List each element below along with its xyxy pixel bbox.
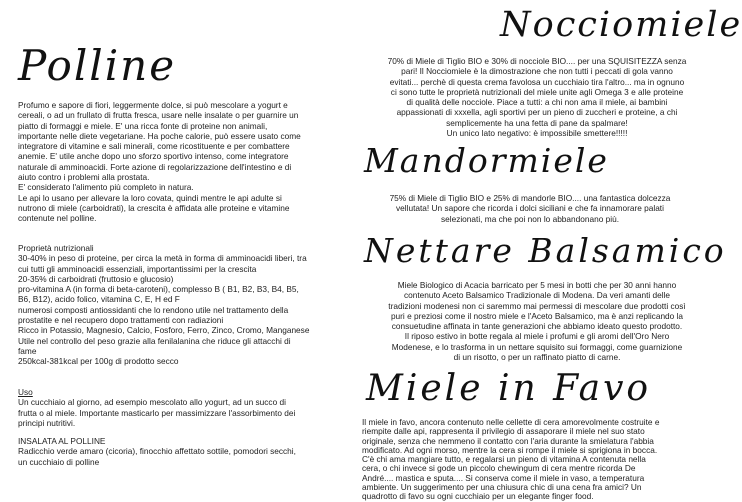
polline-description	[18, 100, 354, 224]
text-line: fame	[18, 345, 37, 356]
text-line: consuetudine affinata in tante generazioni che abbiamo ideato questo prodotto.	[391, 321, 683, 332]
text-line: numerosi composti antiossidanti che lo rendono utile nel trattamento della	[18, 304, 289, 315]
text-line: Miele Biologico di Acacia barricato per 5 mesi in botti che per 30 anni hanno	[397, 280, 677, 290]
text-line: E' considerato l'alimento più completo in natura.	[18, 182, 194, 193]
text-line: ambiente. Un suggerimento per una chiusura chic di una cena fra amici? Un	[362, 482, 642, 493]
text-line: 75% di Miele di Tiglio BIO e 25% di mandorle BIO.... una fantastica dolcezza	[389, 193, 671, 203]
text-line: anemie. E' utile anche dopo uno sforzo sportivo intenso, come integratore	[18, 151, 289, 162]
text-line: semplicemente ha una fetta di pane da spalmare!	[446, 117, 628, 128]
text-line: 30-40% in peso di proteine, per circa la metà in forma di amminoacidi liberi, tra	[18, 253, 307, 264]
text-line: Le api lo usano per allevare la loro covata, quindi mentre le api adulte si	[18, 192, 282, 203]
insalata-heading: INSALATA AL POLLINE	[18, 436, 106, 447]
text-line: 250kcal-381kcal per 100g di prodotto secco	[18, 356, 179, 367]
text-line: 70% di Miele di Tiglio BIO e 30% di nocciole BIO.... per una SQUISITEZZA senza	[387, 56, 687, 66]
text-line: nutrono di miele (carboidrati), la crescita è affidata alle proteine e vitamine	[18, 202, 290, 213]
text-line: Il riposo estivo in botte regala al miele i profumi e gli aromi dell'Oro Nero	[404, 331, 670, 342]
text-line: principi nutritivi.	[18, 417, 76, 428]
text-line: cui tutti gli amminoacidi essenziali, importantissimi per la crescita	[18, 263, 257, 274]
text-line: evitati... perchè di questa crema favolosa un cucchiaio tira l'altro... ma in ognuno	[389, 76, 685, 87]
text-line: pro-vitamina A (in forma di beta-caroteni), complesso B ( B1, B2, B3, B4, B5,	[18, 284, 299, 295]
text-line: piatto di formaggi e miele. E' una ricca fonte di proteine non animali,	[18, 120, 268, 131]
text-line: prostatite e nel recupero dopo trattamenti con radiazioni	[18, 315, 224, 326]
nocciomiele-title: Nocciomiele	[500, 5, 742, 45]
nutrition-heading: Proprietà nutrizionali	[18, 243, 94, 253]
text-line: Profumo e sapore di fiori, leggermente dolce, si può mescolare a yogurt e	[18, 100, 288, 110]
text-line: Un unico lato negativo: è impossibile smettere!!!!!	[446, 128, 628, 139]
nocciomiele-text	[362, 56, 712, 138]
text-line: C'è chi ama mangiare tutto, e regalarsi un pieno di vitamina A contenuta nella	[362, 454, 646, 465]
text-line: frutta o al miele. Importante masticarlo per massimizzare l'assorbimento dei	[18, 407, 296, 418]
text-line: di qualità delle nocciole. Piace a tutti: a chi non ama il miele, ai bambini	[406, 97, 668, 108]
text-line: cera, o chi invece si gode un piccolo chewingum di cera mentre ricorda De	[362, 463, 636, 474]
text-line: B6, B12), acido folico, vitamina C, E, H ed F	[18, 294, 180, 305]
text-line: naturale di amminoacidi. Forte azione di regolarizzazione dell'intestino e di	[18, 161, 292, 172]
favo-text	[362, 418, 712, 502]
text-line: importante nelle diete vegetariane. Ha poche calorie, può essere usato come	[18, 130, 301, 141]
uso-heading: Uso	[18, 387, 33, 397]
text-line: integratore di vitamine e sali minerali, come ricostituente e per combattere	[18, 141, 290, 152]
text-line: contenuto Aceto Balsamico Tradizionale di Modena. Da veri amanti delle	[403, 290, 671, 301]
polline-uso	[18, 387, 354, 467]
text-line: Radicchio verde amaro (cicoria), finocchio affettato sottile, pomodori secchi,	[18, 446, 296, 457]
nettare-text	[362, 280, 712, 362]
mandormiele-title: Mandormiele	[364, 141, 609, 180]
text-line: contenute nel polline.	[18, 213, 97, 224]
text-line: cereali, o ad un frullato di frutta fresca, usare nelle insalate o per guarnire un	[18, 110, 299, 121]
nettare-balsamico-title: Nettare Balsamico	[364, 231, 727, 270]
text-line: André.... mastica e sputa.... Si conserva come il miele in vaso, a temperatura	[362, 472, 645, 483]
text-line: aiuto contro i problemi alla prostata.	[18, 172, 150, 183]
miele-in-favo-title: Miele in Favo	[366, 368, 652, 409]
text-line: Il miele in favo, ancora contenuto nelle cellette di cera amorevolmente costruite e	[362, 417, 660, 427]
text-line: Un cucchiaio al giorno, ad esempio mescolato allo yogurt, ad un succo di	[18, 397, 286, 408]
text-line: puri e preziosi come il nostro miele e l'Aceto Balsamico, ma è anzi replicando la	[390, 310, 684, 321]
text-line: selezionati, ma che poi non lo abbandonano più.	[440, 213, 620, 224]
text-line: Ricco in Potassio, Magnesio, Calcio, Fosforo, Ferro, Zinco, Cromo, Manganese	[18, 325, 310, 336]
text-line: originale, senza che nemmeno il contatto con l'aria durante la smielatura l'abbia	[362, 435, 654, 446]
text-line: tradizioni modenesi non ci saremmo mai permessi di mescolare due prodotti così	[388, 300, 686, 311]
text-line: appassionati di xxxella, agli sportivi per un pieno di zuccheri e proteine, a chi	[396, 107, 678, 118]
text-line: Utile nel controllo del peso grazie alla fenilalanina che riduce gli attacchi di	[18, 335, 291, 346]
text-line: 20-35% di carboidrati (fruttosio e glucosio)	[18, 273, 174, 284]
text-line: pari! Il Nocciomiele è la dimostrazione che non tutti i peccati di gola vanno	[401, 66, 673, 77]
text-line: vellutata! Un sapore che ricorda i dolci siciliani e che fa innamorare palati	[396, 203, 664, 214]
text-line: Modenese, e lo trasforma in un nettare squisito sui formaggi, come guarnizione	[391, 341, 683, 352]
text-line: di un risotto, o per un raffinato piatto di carne.	[453, 352, 621, 363]
polline-title: Polline	[18, 41, 177, 90]
mandormiele-text	[362, 193, 698, 224]
text-line: ci sono tutte le proprietà nutrizionali del miele unite agli Omega 3 e alle proteine	[390, 86, 684, 97]
polline-nutrition	[18, 243, 354, 367]
text-line: riempite dalle api, rappresenta il privilegio di assaporare il miele nel suo stato	[362, 426, 645, 437]
text-line: un cucchiaio di polline	[18, 456, 100, 467]
text-line: modificato. Ad ogni morso, mentre la cera si rompe il miele si sprigiona in bocca.	[362, 444, 658, 455]
text-line: quadrotto di favo su ogni cucchiaio per un elegante finger food.	[362, 491, 594, 502]
